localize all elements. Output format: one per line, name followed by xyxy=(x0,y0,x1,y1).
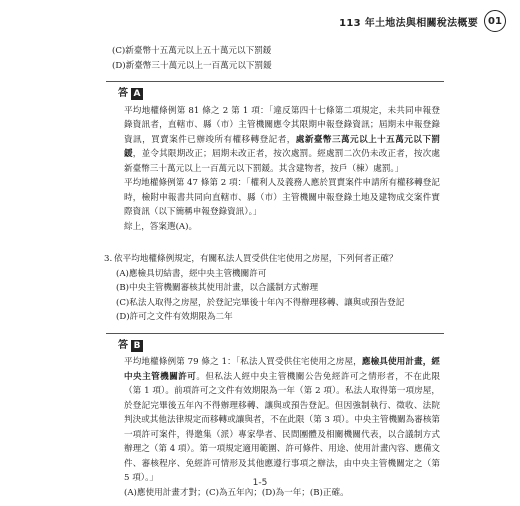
bold-text-run: 應檢具使用計畫，經中央主管機關許可 xyxy=(124,357,440,382)
answer-label: 答 xyxy=(118,339,128,354)
option-b: (B)中央主管機關審核其使用計畫，以合議制方式辦理 xyxy=(116,281,444,296)
book-title: 113 年土地法與相關稅法概要 xyxy=(339,14,478,29)
text-run: 平均地權條例第 79 條之 1：「私法人買受供住宅使用之房屋， xyxy=(124,357,362,367)
option-a: (A)應檢具切結書，經中央主管機關許可 xyxy=(116,267,444,282)
question-text: 依平均地權條例規定，有關私法人買受供住宅使用之房屋，下列何者正確？ xyxy=(114,254,398,264)
answer-heading xyxy=(118,339,440,354)
option-d: (D)許可之文件有效期限為二年 xyxy=(116,310,444,325)
answer-paragraph-1 xyxy=(124,104,440,177)
answer-label: 答 xyxy=(118,87,128,102)
text-run: ，並令其限期改正；屆期未改正者，按次處罰。經處罰二次仍未改正者，按次處新臺幣三十萬元以上一百萬元以下罰鍰。其含建物者，按戶（棟）處罰。」 xyxy=(124,149,440,174)
answer-conclusion: (A)應使用計畫才對；(C)為五年內；(D)為一年；(B)正確。 xyxy=(124,486,440,501)
bold-text-run: 處新臺幣三萬元以上十五萬元以下罰鍰 xyxy=(124,135,440,160)
option-c: (C)私法人取得之房屋，於登記完畢後十年內不得辦理移轉、讓與或預告登記 xyxy=(116,296,444,311)
answer-paragraph-2: 平均地權條例第 47 條第 2 項：「權利人及義務人應於買賣案件申請所有權移轉登記時，檢附申報書共同向直轄市、縣（市）主管機關申報登錄土地及建物成交案件實際資訊（以下簡稱申報登錄資訊）。」 xyxy=(124,176,440,220)
text-run: 平均地權條例第 81 條之 2 第 1 項：「違反第四十七條第二項規定，未共同申報登錄資訊者，直轄市、縣（市）主管機關應令其限期申報登錄資訊；屆期未申報登錄資訊，買賣案件已辦竣所有權移轉登記者， xyxy=(124,106,440,145)
page-header xyxy=(339,10,506,32)
page-number: 1-5 xyxy=(0,478,520,488)
page-content xyxy=(104,44,444,506)
question-number: 3. xyxy=(104,252,114,267)
answer-paragraph-1 xyxy=(124,355,440,486)
question-options xyxy=(104,267,444,325)
option-c: (C)新臺幣十五萬元以上五十萬元以下罰鍰 xyxy=(104,44,444,59)
text-run: 。但私法人經中央主管機關公告免經許可之情形者，不在此限（第 1 項）。前項許可之文件有效期限為一年（第 2 項）。私法人取得第一項房屋，於登記完畢後五年內不得辦理移轉、讓與或預告登記。但因強制執行、徵收、法院判決或其他法律規定而移轉或讓與者，不在此限（第 3 項）。中央主管機關為審核第一項許可案件，得邀集（派）專家學者、民間團體及相關機關代表，以合議制方式辦理之（第 4 項）。第一項規定適用範圍、許可條件、用途、使用計畫內容、應備文件、審核程序、免經許可情形及其他應遵行事項之辦法，由中央主管機關定之（第 5 項）。」 xyxy=(124,372,440,484)
chapter-badge: 01 xyxy=(484,10,506,32)
answer-letter-badge: A xyxy=(131,88,143,100)
option-d: (D)新臺幣三十萬元以上一百萬元以下罰鍰 xyxy=(104,59,444,74)
answer-block-1 xyxy=(104,81,444,240)
answer-letter-badge: B xyxy=(131,340,143,352)
answer-heading xyxy=(118,87,440,102)
answer-conclusion: 綜上，答案選(A)。 xyxy=(124,220,440,235)
question-3 xyxy=(104,252,444,325)
